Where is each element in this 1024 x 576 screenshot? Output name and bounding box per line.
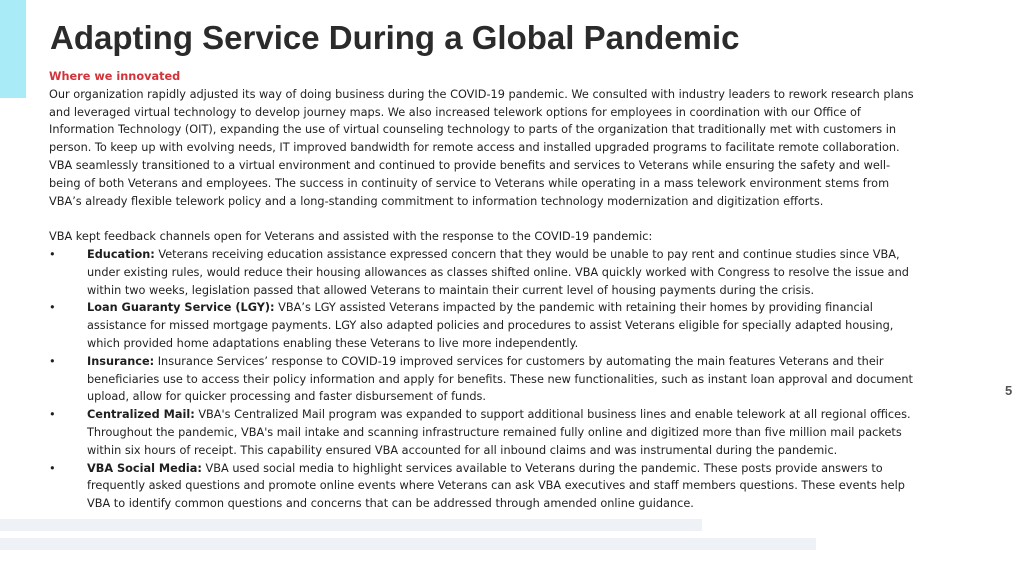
bullet-item-insurance [49,353,915,406]
bullet-icon: • [49,408,56,422]
page-title: Adapting Service During a Global Pandemic [50,19,740,56]
bullet-item-social-media [49,460,915,513]
paragraph-spacer [49,210,915,228]
bullet-item-education [49,246,915,299]
section-subheading: Where we innovated [49,70,181,83]
bullet-text: VBA's Centralized Mail program was expanded to support additional business lines and enable telework at all regional offices. Throughout the pandemic, VBA's mail intake and scanning infrastructure remained fully online and digitized more than five million mail packets within six hours of receipt. This capability ensured VBA accounted for all inbound claims and was instrumental during the pandemic. [87,408,911,457]
bullet-icon: • [49,301,56,315]
bullet-text: VBA used social media to highlight services available to Veterans during the pandemic. These posts provide answers to frequently asked questions and promote online events where Veterans can ask VBA executives and staff members questions. These events help VBA to identify common questions and concerns that can be addressed through amended online guidance. [87,461,905,511]
bullet-term: VBA Social Media: [87,461,202,475]
bullet-text: Insurance Services’ response to COVID-19 improved services for customers by automating the main features Veterans and their beneficiaries use to access their policy information and apply for benefits. These new functionalities, such as instant loan approval and document upload, allow for quicker processing and faster disbursement of funds. [87,354,913,404]
bullet-item-loan-guaranty [49,299,915,352]
intro-paragraph: Our organization rapidly adjusted its way of doing business during the COVID-19 pandemic. We consulted with industry leaders to rework research plans and leveraged virtual technology to develop journey maps. We also increased telework options for employees in coordination with our Office of Information Technology (OIT), expanding the use of virtual counseling technology to parts of the organization that traditionally met with customers in person. To keep up with evolving needs, IT improved bandwidth for remote access and installed upgraded programs to facilitate remote collaboration. VBA seamlessly transitioned to a virtual environment and continued to provide benefits and services to Veterans while ensuring the safety and well-being of both Veterans and employees. The success in continuity of service to Veterans while operating in a mass telework environment stems from VBA’s already flexible telework policy and a long-standing commitment to information technology modernization and digitization efforts. [49,87,914,208]
bullet-term: Loan Guaranty Service (LGY): [87,301,275,315]
bullet-text: VBA’s LGY assisted Veterans impacted by the pandemic with retaining their homes by providing financial assistance for missed mortgage payments. LGY also adapted policies and procedures to assist Veterans eligible for specially adapted housing, which provided home adaptations enabling these Veterans to live more independently. [87,301,894,350]
feedback-intro: VBA kept feedback channels open for Veterans and assisted with the response to the COVID-19 pandemic: [49,230,653,244]
bullet-item-centralized-mail [49,406,915,459]
bullet-term: Education: [87,247,155,261]
footer-band-lower [0,538,816,550]
bullet-icon: • [49,461,56,475]
page-number: 5 [1005,383,1013,398]
bullet-term: Centralized Mail: [87,408,195,422]
bullet-icon: • [49,354,56,368]
slide-content [49,68,915,513]
footer-band-upper [0,519,702,531]
bullet-list [49,246,915,513]
accent-bar [0,0,26,98]
bullet-text: Veterans receiving education assistance expressed concern that they would be unable to pay rent and continue studies since VBA, under existing rules, would reduce their housing allowances as classes shifted online. VBA quickly worked with Congress to resolve the issue and within two weeks, legislation passed that allowed Veterans to maintain their current level of housing payments during the crisis. [87,247,909,297]
bullet-term: Insurance: [87,354,155,368]
bullet-icon: • [49,247,56,261]
